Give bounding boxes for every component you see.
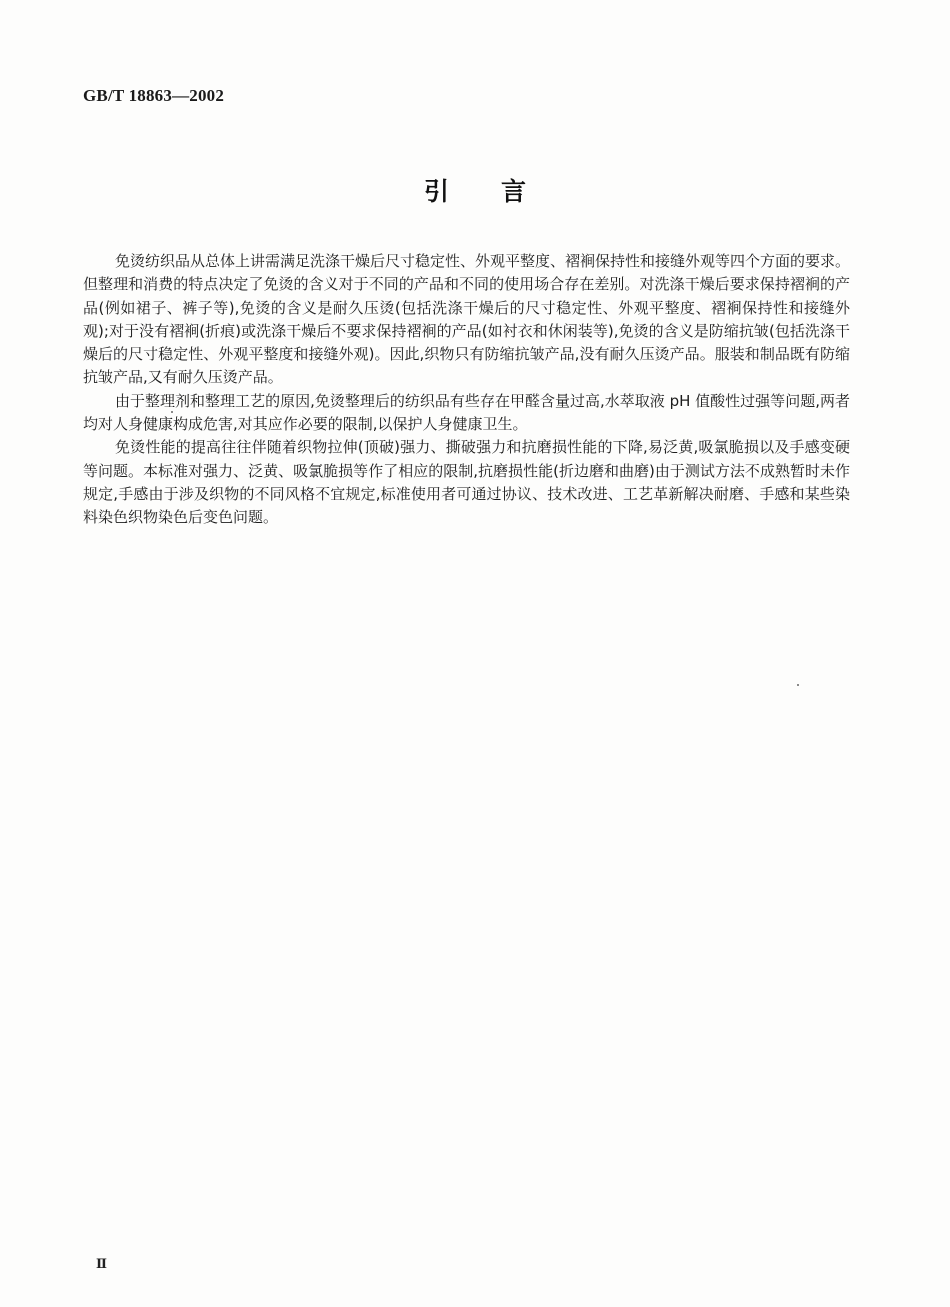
paragraph-2: 由于整理剂和整理工艺的原因,免烫整理后的纺织品有些存在甲醛含量过高,水萃取液 pH 值酸性过强等问题,两者均对人身健康构成危害,对其应作必要的限制,以保护人身健康卫生。	[83, 391, 850, 434]
paragraph-1: 免烫纺织品从总体上讲需满足洗涤干燥后尺寸稳定性、外观平整度、褶裥保持性和接缝外观等四个方面的要求。但整理和消费的特点决定了免烫的含义对于不同的产品和不同的使用场合存在差别。对洗涤干燥后要求保持褶裥的产品(例如裙子、裤子等),免烫的含义是耐久压烫(包括洗涤干燥后的尺寸稳定性、外观平整度、褶裥保持性和接缝外观);对于没有褶裥(折痕)或洗涤干燥后不要求保持褶裥的产品(如衬衣和休闲装等),免烫的含义是防缩抗皱(包括洗涤干燥后的尺寸稳定性、外观平整度和接缝外观)。因此,织物只有防缩抗皱产品,没有耐久压烫产品。服装和制品既有防缩抗皱产品,又有耐久压烫产品。	[83, 252, 851, 387]
paragraph-3: 免烫性能的提高往往伴随着织物拉伸(顶破)强力、撕破强力和抗磨损性能的下降,易泛黄,吸氯脆损以及手感变硬等问题。本标准对强力、泛黄、吸氯脆损等作了相应的限制,抗磨损性能(折边磨和曲磨)由于测试方法不成熟暂时未作规定,手感由于涉及织物的不同风格不宜规定,标准使用者可通过协议、技术改进、工艺革新解决耐磨、手感和某些染料染色织物染色后变色问题。	[83, 438, 850, 527]
scan-speck	[171, 411, 173, 413]
scan-speck	[797, 684, 799, 686]
page-number: Ⅱ	[96, 1256, 107, 1271]
standard-code: GB/T 18863—2002	[83, 86, 225, 105]
section-title: 引言	[423, 177, 578, 206]
introduction-body	[83, 250, 850, 530]
